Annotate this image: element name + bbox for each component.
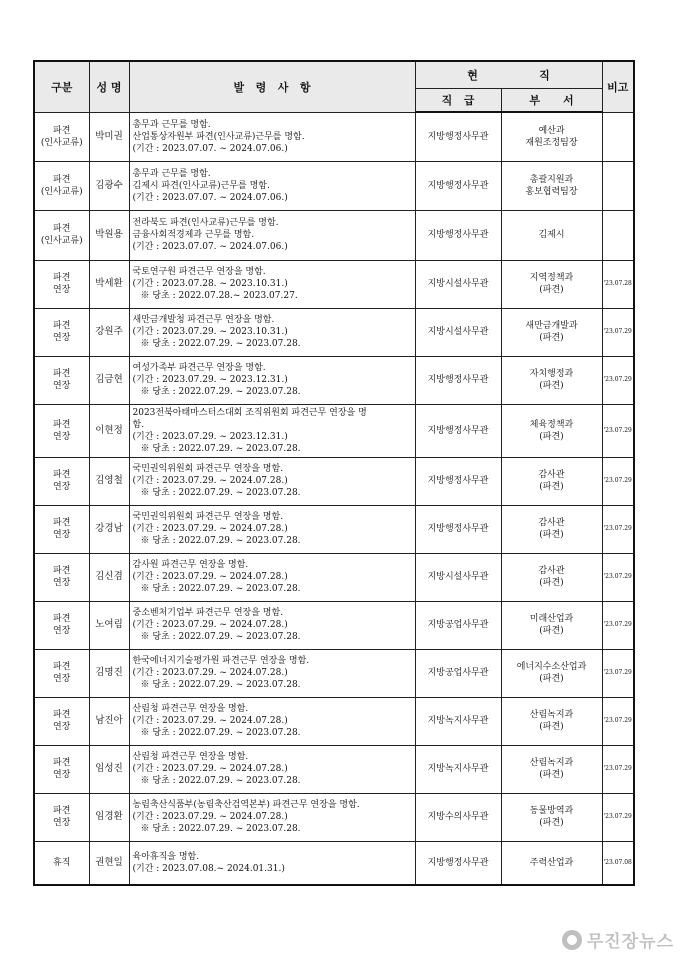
- content-cell-line: ※ 당초 : 2022.07.29. ~ 2023.07.28.: [140, 680, 301, 690]
- content-cell: [129, 404, 415, 457]
- header-dept: 부 서: [501, 88, 602, 112]
- grade-cell: [415, 210, 501, 260]
- category-cell-line: 연장: [53, 626, 71, 636]
- category-cell: [34, 404, 89, 457]
- note-cell: [602, 260, 634, 308]
- note-cell: [602, 793, 634, 841]
- grade-cell-line: 지방공업사무관: [427, 620, 489, 630]
- dept-cell: [501, 505, 602, 553]
- category-cell-line: 파견: [53, 224, 71, 234]
- category-cell: [34, 793, 89, 841]
- grade-cell: [415, 553, 501, 601]
- dept-cell: [501, 649, 602, 697]
- category-cell-line: 연장: [53, 333, 71, 343]
- content-cell-line: 국토연구원 파견근무 연장을 명함.: [132, 267, 266, 277]
- dept-cell-line: 미래산업과: [529, 614, 574, 624]
- category-cell-line: 파견: [53, 758, 71, 768]
- grade-cell: [415, 697, 501, 745]
- dept-cell-line: 산림녹지과: [529, 710, 574, 720]
- category-cell-line: 파견: [53, 174, 71, 185]
- note-cell: [602, 841, 634, 885]
- grade-cell-line: 지방녹지사무관: [427, 716, 489, 726]
- name-cell: [89, 356, 129, 404]
- content-cell-line: 한국에너지기술평가원 파견근무 연장을 명함.: [132, 656, 310, 666]
- dept-cell: [501, 553, 602, 601]
- note-cell-line: '23.07.29: [603, 477, 632, 484]
- content-cell-line: 여성가족부 파견근무 연장을 명함.: [132, 363, 266, 373]
- dept-cell-line: 예산과: [538, 125, 565, 136]
- category-cell-line: 파견: [53, 566, 71, 576]
- grade-cell-line: 지방공업사무관: [427, 668, 489, 678]
- content-cell: [129, 841, 415, 885]
- dept-cell-line: (파견): [539, 770, 564, 780]
- note-cell: [602, 697, 634, 745]
- note-cell-line: '23.07.08: [603, 858, 632, 866]
- note-cell-line: '23.07.28: [603, 280, 632, 287]
- dept-cell-line: 홍보협력팀장: [525, 186, 578, 197]
- name-cell-line: 임경환: [95, 811, 123, 822]
- appointment-table: [33, 60, 635, 886]
- name-cell: [89, 553, 129, 601]
- category-cell: [34, 161, 89, 210]
- name-cell: [89, 210, 129, 260]
- note-cell: [602, 308, 634, 356]
- content-cell-line: 2023전북아태마스터스대회 조직위원회 파견근무 연장을 명: [132, 407, 367, 418]
- note-cell-line: '23.07.29: [603, 621, 632, 628]
- content-cell-line: 새만금개발청 파견근무 연장을 명함.: [132, 315, 275, 325]
- grade-cell: [415, 601, 501, 649]
- dept-cell-line: (파견): [539, 674, 564, 684]
- name-cell-line: 이현정: [95, 424, 123, 436]
- content-cell-line: (기간 : 2023.07.29. ~ 2023.12.31.): [132, 431, 288, 442]
- category-cell-line: 연장: [53, 578, 71, 588]
- content-cell-line: ※ 당초 : 2022.07.29. ~ 2023.07.28.: [140, 728, 301, 738]
- dept-cell-line: 김제시: [538, 230, 565, 240]
- content-cell-line: (기간 : 2023.07.29. ~ 2024.07.28.): [132, 668, 288, 678]
- table-row: [34, 210, 634, 260]
- grade-cell: [415, 260, 501, 308]
- name-cell-line: 남진아: [95, 715, 123, 726]
- category-cell: [34, 260, 89, 308]
- content-cell-line: ※ 당초 : 2022.07.29. ~ 2023.07.28.: [140, 824, 301, 834]
- content-cell-line: ※ 당초 : 2022.07.29. ~ 2023.07.28.: [140, 387, 301, 397]
- name-cell: [89, 161, 129, 210]
- content-cell-line: (기간 : 2023.07.29. ~ 2024.07.28.): [132, 716, 288, 726]
- content-cell-line: 국민권익위원회 파견근무 연장을 명함.: [132, 464, 284, 474]
- table-row: [34, 793, 634, 841]
- content-cell: [129, 161, 415, 210]
- category-cell-line: 파견: [53, 419, 71, 430]
- note-cell-line: '23.07.29: [603, 426, 632, 434]
- content-cell-line: (기간 : 2023.07.29. ~ 2024.07.28.): [132, 476, 288, 486]
- dept-cell: [501, 745, 602, 793]
- name-cell-line: 강원주: [95, 326, 123, 337]
- grade-cell-line: 지방행정사무관: [427, 524, 489, 534]
- content-cell-line: ※ 당초 : 2022.07.29. ~ 2023.07.28.: [140, 443, 301, 454]
- category-cell-line: 파견: [53, 518, 71, 528]
- content-cell-line: ※ 당초 : 2022.07.29. ~ 2023.07.28.: [140, 536, 301, 546]
- note-cell-line: '23.07.29: [603, 573, 632, 580]
- note-cell-line: '23.07.29: [603, 765, 632, 772]
- category-cell-line: 연장: [53, 381, 71, 391]
- grade-cell-line: 지방행정사무관: [427, 857, 489, 868]
- name-cell-line: 김광수: [95, 179, 123, 191]
- category-cell-line: 연장: [53, 674, 71, 684]
- category-cell-line: 휴직: [53, 857, 71, 868]
- content-cell: [129, 697, 415, 745]
- content-cell-line: (기간 : 2023.07.29. ~ 2023.12.31.): [132, 375, 288, 385]
- grade-cell: [415, 161, 501, 210]
- grade-cell-line: 지방행정사무관: [427, 425, 489, 436]
- grade-cell: [415, 649, 501, 697]
- category-cell-line: 파견: [53, 273, 71, 283]
- note-cell-line: '23.07.29: [603, 717, 632, 724]
- name-cell-line: 강경남: [95, 523, 123, 534]
- name-cell: [89, 601, 129, 649]
- table-row: [34, 112, 634, 161]
- content-cell-line: 총무과 근무를 명함.: [132, 168, 211, 179]
- watermark-text: 무진장뉴스: [586, 932, 674, 952]
- name-cell-line: 노여림: [95, 619, 123, 630]
- category-cell-line: 연장: [53, 722, 71, 732]
- dept-cell-line: 에너지수소산업과: [516, 662, 587, 672]
- dept-cell-line: (파견): [539, 578, 564, 588]
- category-cell-line: 연장: [53, 530, 71, 540]
- note-cell-line: '23.07.29: [603, 376, 632, 383]
- content-cell-line: ※ 당초 : 2022.07.29. ~ 2023.07.28.: [140, 632, 301, 642]
- header-name: 성 명: [89, 61, 129, 112]
- category-cell-line: (인사교류): [40, 236, 83, 246]
- content-cell-line: 국민권익위원회 파견근무 연장을 명함.: [132, 512, 284, 522]
- content-cell-line: 육아휴직을 명함.: [132, 851, 200, 862]
- grade-cell: [415, 793, 501, 841]
- note-cell: [602, 745, 634, 793]
- content-cell-line: (기간 : 2023.07.29. ~ 2024.07.28.): [132, 620, 288, 630]
- name-cell: [89, 308, 129, 356]
- content-cell: [129, 457, 415, 505]
- content-cell-line: 금융사회적경제과 근무를 명함.: [132, 230, 255, 240]
- name-cell: [89, 260, 129, 308]
- grade-cell-line: 지방수의사무관: [427, 812, 489, 822]
- dept-cell: [501, 697, 602, 745]
- category-cell-line: (인사교류): [40, 137, 83, 148]
- name-cell: [89, 457, 129, 505]
- content-cell: [129, 308, 415, 356]
- content-cell: [129, 649, 415, 697]
- header-current: 현 직: [415, 61, 602, 88]
- dept-cell: [501, 161, 602, 210]
- content-cell-line: 전라북도 파견(인사교류)근무를 명함.: [132, 218, 279, 228]
- content-cell-line: (기간 : 2023.07.08.~ 2024.01.31.): [132, 863, 285, 874]
- category-cell-line: 연장: [53, 482, 71, 492]
- grade-cell-line: 지방행정사무관: [427, 230, 489, 240]
- category-cell: [34, 112, 89, 161]
- category-cell: [34, 745, 89, 793]
- content-cell-line: 산업통상자원부 파견(인사교류)근무를 명함.: [132, 131, 305, 142]
- grade-cell: [415, 308, 501, 356]
- note-cell: [602, 457, 634, 505]
- content-cell-line: 산림청 파견근무 연장을 명함.: [132, 704, 249, 714]
- dept-cell-line: 자치행정과: [529, 369, 574, 379]
- dept-cell-line: 지역정책과: [529, 273, 574, 283]
- table-row: [34, 356, 634, 404]
- table-row: [34, 841, 634, 885]
- category-cell: [34, 308, 89, 356]
- header-content: 발 령 사 항: [129, 61, 415, 112]
- note-cell: [602, 649, 634, 697]
- category-cell-line: 파견: [53, 321, 71, 331]
- content-cell: [129, 210, 415, 260]
- table-row: [34, 404, 634, 457]
- note-cell-line: '23.07.29: [603, 813, 632, 820]
- dept-cell: [501, 112, 602, 161]
- name-cell-line: 임성진: [95, 763, 123, 774]
- table-row: [34, 649, 634, 697]
- table-row: [34, 308, 634, 356]
- content-cell-line: 김제시 파견(인사교류)근무를 명함.: [132, 180, 270, 191]
- table-row: [34, 697, 634, 745]
- content-cell-line: (기간 : 2023.07.29. ~ 2024.07.28.): [132, 524, 288, 534]
- dept-cell-line: (파견): [539, 530, 564, 540]
- table-row: [34, 745, 634, 793]
- header-category: 구분: [34, 61, 89, 112]
- grade-cell-line: 지방행정사무관: [427, 131, 489, 142]
- content-cell-line: 총무과 근무를 명함.: [132, 119, 211, 130]
- content-cell: [129, 745, 415, 793]
- category-cell-line: (인사교류): [40, 186, 83, 197]
- grade-cell: [415, 745, 501, 793]
- content-cell-line: 중소벤처기업부 파견근무 연장을 명함.: [132, 608, 284, 618]
- name-cell-line: 김금현: [95, 374, 123, 385]
- note-cell-line: '23.07.29: [603, 328, 632, 335]
- name-cell: [89, 793, 129, 841]
- grade-cell: [415, 841, 501, 885]
- content-cell-line: (기간 : 2023.07.07. ~ 2024.07.06.): [132, 242, 288, 252]
- category-cell-line: 파견: [53, 125, 71, 136]
- name-cell: [89, 841, 129, 885]
- note-cell: [602, 356, 634, 404]
- content-cell-line: (기간 : 2023.07.28. ~ 2023.10.31.): [132, 279, 288, 289]
- grade-cell: [415, 404, 501, 457]
- content-cell-line: (기간 : 2023.07.29. ~ 2024.07.28.): [132, 764, 288, 774]
- header-note: 비고: [602, 61, 634, 112]
- dept-cell: [501, 356, 602, 404]
- name-cell: [89, 505, 129, 553]
- content-cell: [129, 505, 415, 553]
- dept-cell-line: (파견): [539, 333, 564, 343]
- dept-cell-line: 총괄지원과: [529, 174, 574, 185]
- note-cell: [602, 210, 634, 260]
- grade-cell-line: 지방시설사무관: [427, 327, 489, 337]
- dept-cell-line: (파견): [539, 381, 564, 391]
- category-cell: [34, 553, 89, 601]
- name-cell: [89, 745, 129, 793]
- note-cell: [602, 112, 634, 161]
- grade-cell: [415, 356, 501, 404]
- header-grade: 직 급: [415, 88, 501, 112]
- name-cell-line: 박세환: [95, 278, 123, 289]
- content-cell-line: 함.: [132, 419, 145, 430]
- table-row: [34, 601, 634, 649]
- category-cell-line: 파견: [53, 369, 71, 379]
- name-cell-line: 김신겸: [95, 571, 123, 582]
- grade-cell-line: 지방시설사무관: [427, 279, 489, 289]
- content-cell-line: ※ 당초 : 2022.07.29. ~ 2023.07.28.: [140, 776, 301, 786]
- category-cell: [34, 841, 89, 885]
- category-cell: [34, 505, 89, 553]
- category-cell: [34, 601, 89, 649]
- category-cell-line: 파견: [53, 470, 71, 480]
- category-cell-line: 파견: [53, 614, 71, 624]
- watermark: [562, 927, 674, 952]
- dept-cell-line: 동물방역과: [529, 806, 574, 816]
- category-cell: [34, 649, 89, 697]
- watermark-logo-icon: [562, 930, 582, 950]
- table-row: [34, 505, 634, 553]
- category-cell: [34, 210, 89, 260]
- content-cell: [129, 601, 415, 649]
- content-cell-line: ※ 당초 : 2022.07.29. ~ 2023.07.28.: [140, 339, 301, 349]
- dept-cell-line: 새만금개발과: [525, 321, 578, 331]
- content-cell: [129, 793, 415, 841]
- dept-cell: [501, 404, 602, 457]
- content-cell-line: 산림청 파견근무 연장을 명함.: [132, 752, 249, 762]
- content-cell-line: (기간 : 2023.07.07. ~ 2024.07.06.): [132, 143, 288, 154]
- category-cell-line: 파견: [53, 662, 71, 672]
- grade-cell-line: 지방행정사무관: [427, 180, 489, 191]
- content-cell-line: ※ 당초 : 2022.07.29. ~ 2023.07.28.: [140, 584, 301, 594]
- dept-cell: [501, 260, 602, 308]
- name-cell-line: 김명진: [95, 667, 123, 678]
- category-cell-line: 연장: [53, 431, 71, 442]
- dept-cell: [501, 793, 602, 841]
- category-cell: [34, 457, 89, 505]
- dept-cell-line: 감사관: [538, 470, 565, 480]
- name-cell-line: 김영철: [95, 475, 123, 486]
- table-row: [34, 457, 634, 505]
- content-cell-line: ※ 당초 : 2022.07.29. ~ 2023.07.28.: [140, 488, 301, 498]
- category-cell-line: 연장: [53, 770, 71, 780]
- name-cell-line: 박원용: [95, 229, 123, 240]
- table-row: [34, 553, 634, 601]
- dept-cell-line: (파견): [539, 626, 564, 636]
- dept-cell: [501, 457, 602, 505]
- dept-cell: [501, 841, 602, 885]
- dept-cell-line: 감사관: [538, 566, 565, 576]
- content-cell-line: 농림축산식품부(농림축산검역본부) 파견근무 연장을 명함.: [132, 800, 360, 810]
- dept-cell-line: 주력산업과: [529, 857, 574, 868]
- content-cell: [129, 356, 415, 404]
- table-row: [34, 260, 634, 308]
- category-cell-line: 연장: [53, 818, 71, 828]
- category-cell-line: 파견: [53, 806, 71, 816]
- dept-cell: [501, 210, 602, 260]
- grade-cell-line: 지방행정사무관: [427, 375, 489, 385]
- grade-cell-line: 지방시설사무관: [427, 572, 489, 582]
- dept-cell-line: (파견): [539, 285, 564, 295]
- name-cell-line: 박미권: [95, 130, 123, 142]
- name-cell: [89, 649, 129, 697]
- content-cell-line: (기간 : 2023.07.29. ~ 2024.07.28.): [132, 572, 288, 582]
- category-cell-line: 연장: [53, 285, 71, 295]
- content-cell-line: ※ 당초 : 2022.07.28.~ 2023.07.27.: [140, 291, 298, 301]
- note-cell: [602, 553, 634, 601]
- dept-cell: [501, 601, 602, 649]
- name-cell: [89, 697, 129, 745]
- dept-cell-line: (파견): [539, 482, 564, 492]
- note-cell-line: '23.07.29: [603, 525, 632, 532]
- dept-cell-line: 감사관: [538, 518, 565, 528]
- note-cell: [602, 505, 634, 553]
- note-cell: [602, 161, 634, 210]
- note-cell-line: '23.07.29: [603, 669, 632, 676]
- category-cell: [34, 356, 89, 404]
- note-cell: [602, 601, 634, 649]
- grade-cell: [415, 112, 501, 161]
- content-cell-line: (기간 : 2023.07.07. ~ 2024.07.06.): [132, 192, 288, 203]
- category-cell-line: 파견: [53, 710, 71, 720]
- dept-cell-line: (파견): [539, 722, 564, 732]
- dept-cell: [501, 308, 602, 356]
- content-cell: [129, 260, 415, 308]
- grade-cell-line: 지방녹지사무관: [427, 764, 489, 774]
- table-row: [34, 161, 634, 210]
- grade-cell: [415, 505, 501, 553]
- name-cell: [89, 404, 129, 457]
- content-cell-line: (기간 : 2023.07.29. ~ 2023.10.31.): [132, 327, 288, 337]
- content-cell-line: 감사원 파견근무 연장을 명함.: [132, 560, 249, 570]
- name-cell: [89, 112, 129, 161]
- dept-cell-line: (파견): [539, 818, 564, 828]
- content-cell: [129, 112, 415, 161]
- note-cell: [602, 404, 634, 457]
- dept-cell-line: 재원조정팀장: [525, 137, 578, 148]
- grade-cell: [415, 457, 501, 505]
- grade-cell-line: 지방행정사무관: [427, 476, 489, 486]
- dept-cell-line: 산림녹지과: [529, 758, 574, 768]
- category-cell: [34, 697, 89, 745]
- dept-cell-line: (파견): [539, 431, 564, 442]
- dept-cell-line: 체육정책과: [529, 419, 574, 430]
- name-cell-line: 권현일: [95, 856, 123, 868]
- content-cell-line: (기간 : 2023.07.29. ~ 2024.07.28.): [132, 812, 288, 822]
- content-cell: [129, 553, 415, 601]
